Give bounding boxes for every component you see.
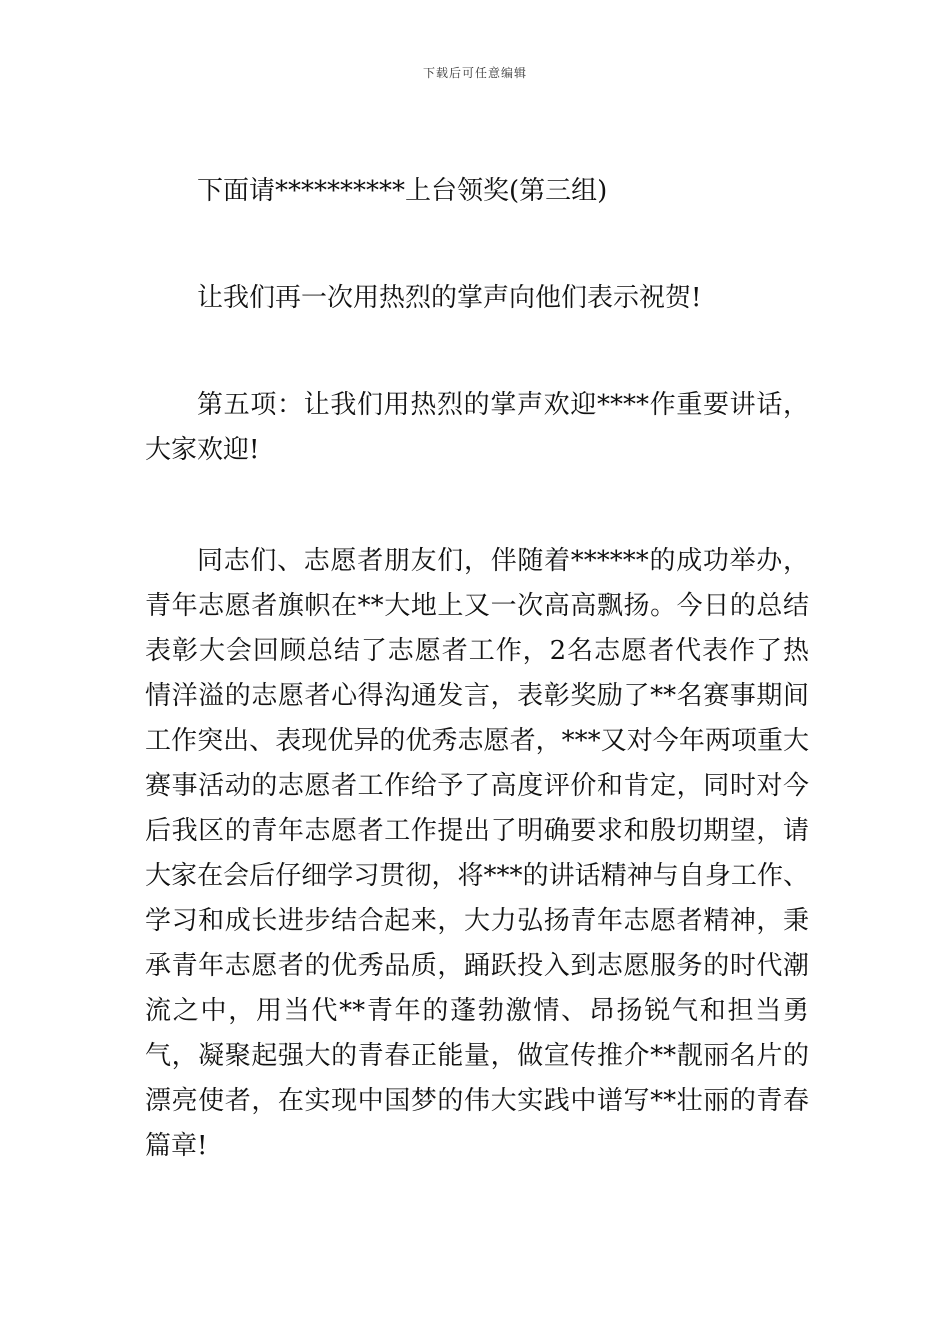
paragraph-congratulations: 让我们再一次用热烈的掌声向他们表示祝贺! bbox=[197, 283, 702, 313]
paragraph-award-announcement: 下面请**********上台领奖(第三组) bbox=[197, 176, 608, 206]
page-header: 下载后可任意编辑 bbox=[422, 66, 527, 80]
paragraph-item-five: 第五项：让我们用热烈的掌声欢迎****作重要讲话，大家欢迎! bbox=[145, 390, 809, 465]
document-body bbox=[145, 169, 809, 1169]
paragraph-closing-speech: 同志们、志愿者朋友们，伴随着******的成功举办，青年志愿者旗帜在**大地上又一次高高飘扬。今日的总结表彰大会回顾总结了志愿者工作，2名志愿者代表作了热情洋溢的志愿者心得沟通发言，表彰奖励了**名赛事期间工作突出、表现优异的优秀志愿者，***又对今年两项重大赛事活动的志愿者工作给予了高度评价和肯定，同时对今后我区的青年志愿者工作提出了明确要求和殷切期望，请大家在会后仔细学习贯彻，将***的讲话精神与自身工作、学习和成长进步结合起来，大力弘扬青年志愿者精神，秉承青年志愿者的优秀品质，踊跃投入到志愿服务的时代潮流之中，用当代**青年的蓬勃激情、昂扬锐气和担当勇气，凝聚起强大的青春正能量，做宣传推介**靓丽名片的漂亮使者，在实现中国梦的伟大实践中谱写**壮丽的青春篇章! bbox=[145, 546, 809, 1161]
